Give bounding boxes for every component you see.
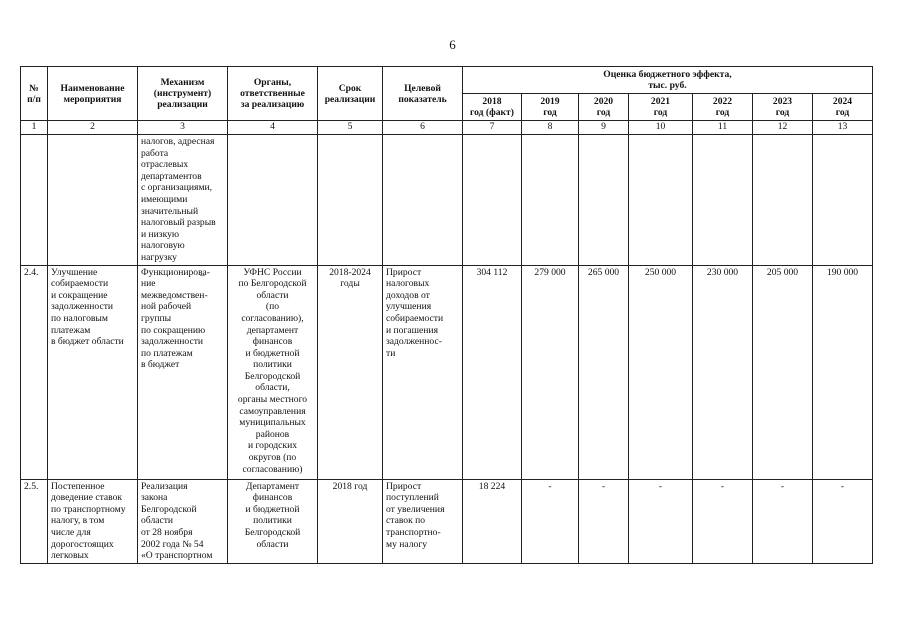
row-bodies xyxy=(228,135,318,266)
row-value xyxy=(813,135,873,266)
column-number-row xyxy=(21,121,873,135)
table-row xyxy=(21,265,873,479)
row-value: - xyxy=(813,479,873,563)
row-num: 2.5. xyxy=(21,479,48,563)
header-bodies: Органы, ответственные за реализацию xyxy=(228,67,318,121)
row-indicator xyxy=(383,135,463,266)
row-name xyxy=(48,135,138,266)
row-value: - xyxy=(753,479,813,563)
row-name: Улучшение собираемости и сокращение задолженности по налоговым платежам в бюджет области xyxy=(48,265,138,479)
header-year: 2024 год xyxy=(813,94,873,121)
column-number: 1 xyxy=(21,121,48,135)
row-value: - xyxy=(522,479,579,563)
header-mechanism: Механизм (инструмент) реализации xyxy=(138,67,228,121)
row-value: 250 000 xyxy=(629,265,693,479)
page-number: 6 xyxy=(449,37,456,52)
header-row-1 xyxy=(21,67,873,94)
row-mechanism: Функциониров̲а- ние межведомствен- ной рабочей группы по сокращению задолженности по платежам в бюджет xyxy=(138,265,228,479)
header-year: 2021 год xyxy=(629,94,693,121)
header-year: 2023 год xyxy=(753,94,813,121)
table-row xyxy=(21,479,873,563)
row-mechanism: налогов, адресная работа отраслевых департаментов с организациями, имеющими значительный налоговый разрыв и низкую налоговую нагрузку xyxy=(138,135,228,266)
column-number: 10 xyxy=(629,121,693,135)
row-value: 18 224 xyxy=(463,479,522,563)
header-term: Срок реализации xyxy=(318,67,383,121)
header-indicator: Целевой показатель xyxy=(383,67,463,121)
header-name: Наименование мероприятия xyxy=(48,67,138,121)
column-number: 3 xyxy=(138,121,228,135)
row-value: 304 112 xyxy=(463,265,522,479)
header-year: 2022 год xyxy=(693,94,753,121)
row-value xyxy=(579,135,629,266)
row-num: 2.4. xyxy=(21,265,48,479)
header-year: 2020 год xyxy=(579,94,629,121)
column-number: 8 xyxy=(522,121,579,135)
row-value: 230 000 xyxy=(693,265,753,479)
row-value xyxy=(693,135,753,266)
column-number: 13 xyxy=(813,121,873,135)
row-value xyxy=(522,135,579,266)
column-number: 6 xyxy=(383,121,463,135)
row-indicator: Прирост налоговых доходов от улучшения собираемости и погашения задолженнос- ти xyxy=(383,265,463,479)
row-name: Постепенное доведение ставок по транспортному налогу, в том числе для дорогостоящих легковых xyxy=(48,479,138,563)
row-value: - xyxy=(693,479,753,563)
header-budget-group: Оценка бюджетного эффекта, тыс. руб. xyxy=(463,67,873,94)
row-value: 279 000 xyxy=(522,265,579,479)
header-year: 2019 год xyxy=(522,94,579,121)
row-value: 190 000 xyxy=(813,265,873,479)
column-number: 11 xyxy=(693,121,753,135)
row-num xyxy=(21,135,48,266)
column-number: 12 xyxy=(753,121,813,135)
row-value: 205 000 xyxy=(753,265,813,479)
column-number: 5 xyxy=(318,121,383,135)
row-term xyxy=(318,135,383,266)
row-value: - xyxy=(579,479,629,563)
row-bodies: Департамент финансов и бюджетной политики Белгородской области xyxy=(228,479,318,563)
row-value xyxy=(463,135,522,266)
row-value xyxy=(629,135,693,266)
row-term: 2018-2024 годы xyxy=(318,265,383,479)
column-number: 4 xyxy=(228,121,318,135)
header-year: 2018 год (факт) xyxy=(463,94,522,121)
header-num: № п/п xyxy=(21,67,48,121)
row-value: 265 000 xyxy=(579,265,629,479)
column-number: 7 xyxy=(463,121,522,135)
row-term: 2018 год xyxy=(318,479,383,563)
row-bodies: УФНС России по Белгородской области (по согласованию), департамент финансов и бюджетной политики Белгородской области, органы местного самоуправления муниципальных районов и городских округов (по согласованию) xyxy=(228,265,318,479)
budget-measures-table xyxy=(20,66,873,564)
row-mechanism: Реализация закона Белгородской области от 28 ноября 2002 года № 54 «О транспортном xyxy=(138,479,228,563)
column-number: 9 xyxy=(579,121,629,135)
column-number: 2 xyxy=(48,121,138,135)
table-row xyxy=(21,135,873,266)
row-value xyxy=(753,135,813,266)
row-indicator: Прирост поступлений от увеличения ставок по транспортно- му налогу xyxy=(383,479,463,563)
row-value: - xyxy=(629,479,693,563)
